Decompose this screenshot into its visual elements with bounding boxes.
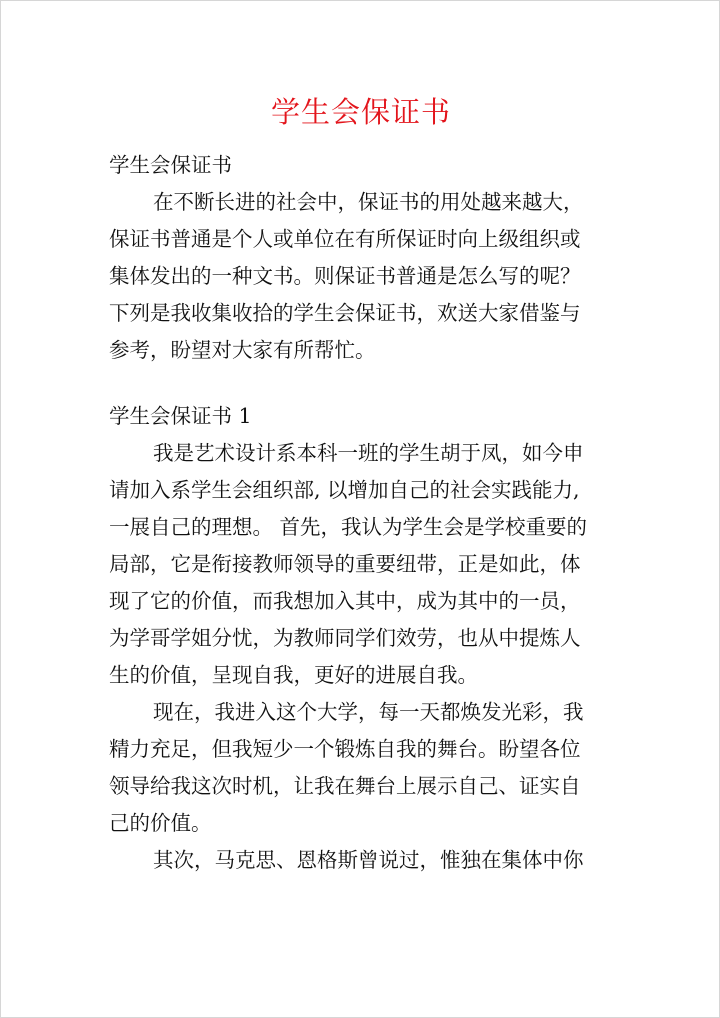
paragraph-line: 为学哥学姐分忧，为教师同学们效劳，也从中提炼人 [109, 626, 581, 650]
document-body [109, 147, 615, 879]
paragraph-line: 领导给我这次时机，让我在舞台上展示自己、证实自 [109, 774, 581, 798]
paragraph-line: 现在，我进入这个大学，每一天都焕发光彩，我 [153, 700, 584, 724]
section-gap [109, 369, 615, 398]
intro-line: 保证书普通是个人或单位在有所保证时向上级组织或 [109, 227, 581, 251]
intro-heading: 学生会保证书 [109, 153, 232, 177]
paragraph-line: 现了它的价值，而我想加入其中，成为其中的一员， [109, 589, 581, 613]
intro-line: 参考，盼望对大家有所帮忙。 [109, 338, 376, 362]
intro-line: 在不断长进的社会中，保证书的用处越来越大， [153, 190, 584, 214]
document-title: 学生会保证书 [270, 95, 451, 129]
paragraph-line: 局部，它是衔接教师领导的重要纽带，正是如此，体 [109, 552, 581, 576]
paragraph-line: 己的价值。 [109, 811, 212, 835]
paragraph-line: 我是艺术设计系本科一班的学生胡于凤，如今申 [153, 441, 584, 465]
paragraph-line: 生的价值，呈现自我，更好的进展自我。 [109, 663, 478, 687]
section-heading: 学生会保证书 1 [109, 404, 252, 428]
intro-line: 下列是我收集收拾的学生会保证书，欢送大家借鉴与 [109, 301, 581, 325]
paragraph-line: 一展自己的理想。 首先，我认为学生会是学校重要的 [109, 515, 588, 539]
paragraph-line: 精力充足，但我短少一个锻炼自我的舞台。盼望各位 [109, 737, 581, 761]
paragraph-line: 其次，马克思、恩格斯曾说过，惟独在集体中你 [153, 848, 584, 872]
intro-line: 集体发出的一种文书。则保证书普通是怎么写的呢？ [109, 264, 581, 288]
paragraph-line: 请加入系学生会组织部, 以增加自己的社会实践能力, [109, 478, 580, 502]
